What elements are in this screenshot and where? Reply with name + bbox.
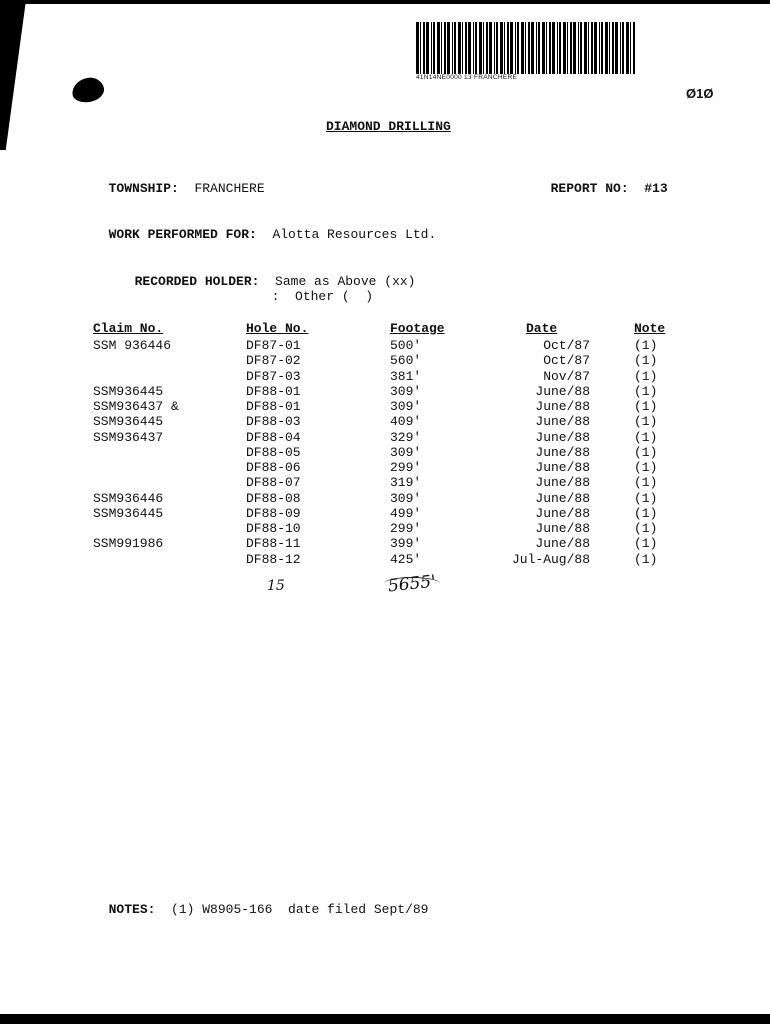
barcode-bar	[525, 22, 526, 74]
handwritten-total: 5655'	[387, 571, 437, 597]
barcode-bar	[622, 22, 624, 74]
barcode-bar	[521, 22, 524, 74]
cell-note: (1)	[634, 460, 658, 475]
recorded-holder-colon: :	[271, 289, 280, 304]
header-hole: Hole No.	[246, 321, 309, 336]
work-performed-label: WORK PERFORMED FOR:	[108, 227, 257, 242]
cell-note: (1)	[634, 429, 658, 445]
header-claim: Claim No.	[93, 321, 164, 336]
barcode-bar	[483, 22, 484, 74]
cell-claim: SSM936437	[93, 429, 164, 445]
barcode-bar	[517, 22, 519, 74]
barcode-bar	[531, 22, 534, 74]
barcode-bar	[423, 22, 425, 74]
barcode-bar	[426, 22, 429, 74]
cell-footage: 299'	[390, 521, 422, 536]
work-performed-row	[93, 212, 436, 242]
cell-date: June/88	[535, 505, 590, 521]
cell-claim: SSM936445	[93, 505, 164, 521]
barcode	[416, 22, 636, 78]
cell-footage: 560'	[390, 353, 422, 369]
barcode-bar	[452, 22, 453, 74]
barcode-bar	[591, 22, 593, 74]
barcode-caption: 41N14NE0000 13 FRANCHERE	[416, 74, 518, 81]
barcode-bar	[594, 22, 597, 74]
recorded-holder-option2: Other ( )	[295, 289, 374, 304]
cell-date: June/88	[535, 521, 590, 536]
cell-date: Nov/87	[543, 368, 590, 384]
barcode-bar	[431, 22, 432, 74]
barcode-bar	[473, 22, 474, 74]
cell-claim: SSM936445	[93, 383, 164, 399]
cell-hole: DF88-05	[246, 444, 301, 460]
cell-hole: DF88-01	[246, 383, 301, 399]
barcode-bar	[444, 22, 446, 74]
cell-hole: DF88-04	[246, 429, 301, 445]
cell-footage: 500'	[390, 338, 422, 353]
notes-text: (1) W8905-166 date filed Sept/89	[171, 902, 429, 917]
barcode-bar	[465, 22, 467, 74]
barcode-bar	[633, 22, 635, 74]
barcode-bar	[549, 22, 551, 74]
barcode-bar	[546, 22, 547, 74]
barcode-bar	[578, 22, 579, 74]
cell-note: (1)	[634, 551, 658, 567]
header-footage: Footage	[390, 321, 445, 336]
notes-row	[93, 887, 428, 917]
cell-date: June/88	[535, 460, 590, 475]
barcode-bar	[584, 22, 587, 74]
cell-date: June/88	[535, 536, 590, 552]
barcode-bar	[489, 22, 492, 74]
barcode-bar	[605, 22, 608, 74]
cell-footage: 309'	[390, 444, 422, 460]
barcode-bar	[500, 22, 503, 74]
notes-label: NOTES:	[108, 902, 156, 917]
cell-hole: DF88-11	[246, 536, 301, 552]
cell-hole: DF88-06	[246, 460, 301, 475]
barcode-bar	[504, 22, 505, 74]
barcode-bar	[433, 22, 435, 74]
cell-hole: DF88-01	[246, 399, 301, 414]
barcode-bar	[573, 22, 576, 74]
cell-claim: SSM 936446	[93, 338, 172, 353]
cell-note: (1)	[634, 505, 658, 521]
barcode-bar	[557, 22, 558, 74]
barcode-bar	[468, 22, 471, 74]
cell-date: Oct/87	[543, 353, 590, 369]
township-value: FRANCHERE	[194, 181, 265, 196]
barcode-bar	[494, 22, 495, 74]
cell-note: (1)	[634, 475, 658, 491]
cell-note: (1)	[634, 444, 658, 460]
barcode-bar	[420, 22, 421, 74]
barcode-bar	[416, 22, 419, 74]
cell-claim: SSM936446	[93, 490, 164, 506]
cell-hole: DF88-03	[246, 414, 301, 430]
report-row	[535, 166, 668, 196]
cell-footage: 319'	[390, 475, 422, 491]
barcode-bar	[437, 22, 440, 74]
barcode-bar	[567, 22, 568, 74]
cell-claim: SSM936445	[93, 414, 164, 430]
barcode-bar	[515, 22, 516, 74]
barcode-bar	[552, 22, 555, 74]
township-row	[93, 166, 265, 196]
cell-date: June/88	[535, 399, 590, 414]
barcode-bar	[580, 22, 582, 74]
cell-date: June/88	[535, 444, 590, 460]
cell-hole: DF88-10	[246, 521, 301, 536]
recorded-holder-option1: Same as Above (xx)	[275, 274, 416, 289]
cell-date: June/88	[535, 429, 590, 445]
handwritten-count: 15	[267, 578, 285, 594]
cell-claim: SSM991986	[93, 536, 164, 552]
cell-hole: DF88-12	[246, 551, 301, 567]
barcode-bar	[626, 22, 629, 74]
barcode-bar	[486, 22, 488, 74]
scan-edge-left	[0, 0, 26, 150]
cell-note: (1)	[634, 490, 658, 506]
cell-footage: 299'	[390, 460, 422, 475]
barcode-bar	[588, 22, 589, 74]
cell-claim: SSM936437 &	[93, 399, 179, 414]
cell-note: (1)	[634, 399, 658, 414]
barcode-bar	[559, 22, 561, 74]
cell-note: (1)	[634, 353, 658, 369]
cell-date: June/88	[535, 414, 590, 430]
barcode-bar	[536, 22, 537, 74]
cell-footage: 309'	[390, 399, 422, 414]
barcode-bar	[479, 22, 482, 74]
cell-footage: 399'	[390, 536, 422, 552]
barcode-bar	[458, 22, 461, 74]
barcode-bar	[447, 22, 450, 74]
recorded-holder-label: RECORDED HOLDER:	[134, 274, 260, 289]
cell-footage: 499'	[390, 505, 422, 521]
cell-hole: DF87-01	[246, 338, 301, 353]
cell-footage: 425'	[390, 551, 422, 567]
cell-date: June/88	[535, 383, 590, 399]
cell-date: Jul-Aug/88	[511, 551, 590, 567]
barcode-bar	[475, 22, 477, 74]
cell-hole: DF88-07	[246, 475, 301, 491]
barcode-bar	[496, 22, 498, 74]
cell-note: (1)	[634, 383, 658, 399]
barcode-bar	[609, 22, 610, 74]
barcode-bar	[601, 22, 603, 74]
barcode-bar	[615, 22, 618, 74]
barcode-bar	[599, 22, 600, 74]
barcode-bar	[563, 22, 566, 74]
barcode-bar	[538, 22, 540, 74]
report-value: #13	[644, 181, 668, 196]
page-code: Ø1Ø	[686, 86, 714, 101]
cell-footage: 309'	[390, 383, 422, 399]
cell-footage: 409'	[390, 414, 422, 430]
cell-hole: DF88-09	[246, 505, 301, 521]
cell-date: Oct/87	[543, 338, 590, 353]
cell-footage: 381'	[390, 368, 422, 384]
barcode-bar	[630, 22, 631, 74]
barcode-bar	[454, 22, 456, 74]
barcode-bar	[528, 22, 530, 74]
barcode-bar	[510, 22, 513, 74]
header-note: Note	[634, 321, 666, 336]
barcode-bar	[542, 22, 545, 74]
barcode-bar	[462, 22, 463, 74]
recorded-holder-row2	[256, 274, 373, 304]
barcode-bar	[620, 22, 621, 74]
document-title: DIAMOND DRILLING	[326, 119, 451, 134]
cell-footage: 329'	[390, 429, 422, 445]
township-label: TOWNSHIP:	[108, 181, 179, 196]
scan-edge-top	[0, 0, 770, 4]
barcode-bar	[612, 22, 614, 74]
cell-hole: DF88-08	[246, 490, 301, 506]
barcode-bar	[570, 22, 572, 74]
header-date: Date	[526, 321, 558, 336]
ink-blot	[70, 75, 106, 104]
cell-hole: DF87-03	[246, 368, 301, 384]
cell-note: (1)	[634, 521, 658, 536]
cell-note: (1)	[634, 536, 658, 552]
cell-date: June/88	[535, 475, 590, 491]
cell-note: (1)	[634, 368, 658, 384]
cell-date: June/88	[535, 490, 590, 506]
cell-footage: 309'	[390, 490, 422, 506]
cell-note: (1)	[634, 338, 658, 353]
report-label: REPORT NO:	[550, 181, 629, 196]
cell-hole: DF87-02	[246, 353, 301, 369]
cell-note: (1)	[634, 414, 658, 430]
work-performed-value: Alotta Resources Ltd.	[272, 227, 437, 242]
scan-edge-bottom	[0, 1014, 770, 1024]
barcode-bar	[507, 22, 509, 74]
barcode-bar	[441, 22, 442, 74]
